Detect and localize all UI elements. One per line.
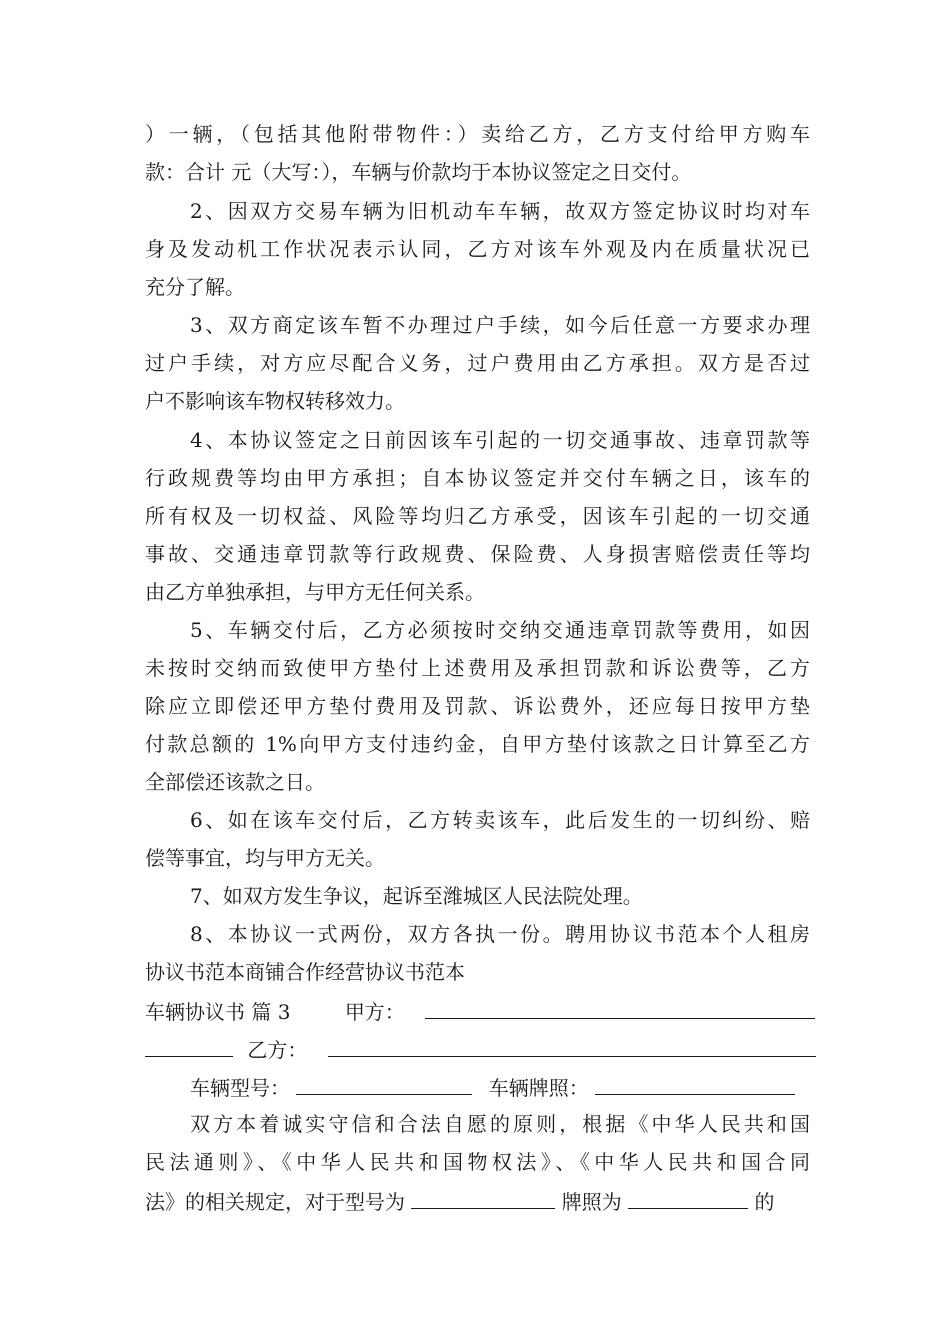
text-line: 过户手续，对方应尽配合义务，过户费用由乙方承担。双方是否过	[145, 351, 810, 375]
text-line: 民法通则》、《中华人民共和国物权法》、《中华人民共和国合同	[145, 1150, 810, 1174]
text-line: 7、如双方发生争议，起诉至潍城区人民法院处理。	[190, 884, 643, 908]
party-a-blank	[425, 998, 815, 1019]
plate-blank	[628, 1188, 748, 1209]
text-line: 未按时交纳而致使甲方垫付上述费用及承担罚款和诉讼费等，乙方	[145, 656, 810, 680]
text-line: 4、本协议签定之日前因该车引起的一切交通事故、违章罚款等	[190, 428, 810, 452]
party-b-row	[145, 1036, 810, 1062]
text-line: ）一辆，（包括其他附带物件：）卖给乙方，乙方支付给甲方购车	[145, 122, 810, 146]
text-line: 8、本协议一式两份，双方各执一份。聘用协议书范本个人租房	[190, 922, 810, 946]
vehicle-plate-label: 车辆牌照：	[488, 1076, 589, 1100]
model-blank	[411, 1188, 555, 1209]
party-a-label: 甲方：	[344, 1000, 405, 1024]
text-line: 3、双方商定该车暂不办理过户手续，如今后任意一方要求办理	[190, 313, 810, 337]
party-b-label: 乙方：	[247, 1038, 308, 1062]
party-b-blank	[328, 1036, 816, 1057]
text-line: 全部偿还该款之日。	[145, 770, 325, 794]
text-line: 2、因双方交易车辆为旧机动车车辆，故双方签定协议时均对车	[190, 199, 810, 223]
vehicle-info-row	[190, 1074, 810, 1100]
text-segment: 的	[754, 1190, 775, 1214]
section-title: 车辆协议书 篇 3	[145, 1000, 291, 1024]
text-line: 事故、交通违章罚款等行政规费、保险费、人身损害赔偿责任等均	[145, 542, 810, 566]
text-line: 6、如在该车交付后，乙方转卖该车，此后发生的一切纠纷、赔	[190, 808, 810, 832]
text-line: 由乙方单独承担，与甲方无任何关系。	[145, 580, 485, 604]
text-line: 双方本着诚实守信和合法自愿的原则，根据《中华人民共和国	[190, 1112, 810, 1136]
text-line: 偿等事宜，均与甲方无关。	[145, 846, 385, 870]
text-segment: 牌照为	[561, 1190, 622, 1214]
text-line: 协议书范本商铺合作经营协议书范本	[145, 960, 465, 984]
text-line: 户不影响该车物权转移效力。	[145, 389, 405, 413]
section-heading-row	[145, 998, 810, 1024]
vehicle-model-blank	[296, 1074, 472, 1095]
vehicle-plate-blank	[595, 1074, 795, 1095]
text-line: 付款总额的 1%向甲方支付违约金，自甲方垫付该款之日计算至乙方	[145, 732, 810, 756]
text-segment: 法》的相关规定，对于型号为	[145, 1190, 405, 1214]
model-plate-row	[145, 1188, 810, 1214]
text-line: 除应立即偿还甲方垫付费用及罚款、诉讼费外，还应每日按甲方垫	[145, 694, 810, 718]
text-line: 行政规费等均由甲方承担；自本协议签定并交付车辆之日，该车的	[145, 466, 810, 490]
text-line: 充分了解。	[145, 275, 245, 299]
text-line: 身及发动机工作状况表示认同，乙方对该车外观及内在质量状况已	[145, 237, 810, 261]
text-line: 5、车辆交付后，乙方必须按时交纳交通违章罚款等费用，如因	[190, 618, 810, 642]
text-line: 所有权及一切权益、风险等均归乙方承受，因该车引起的一切交通	[145, 504, 810, 528]
text-line: 款：合计 元（大写：），车辆与价款均于本协议签定之日交付。	[145, 160, 692, 184]
vehicle-model-label: 车辆型号：	[190, 1076, 290, 1100]
party-a-blank-continued	[145, 1036, 233, 1057]
